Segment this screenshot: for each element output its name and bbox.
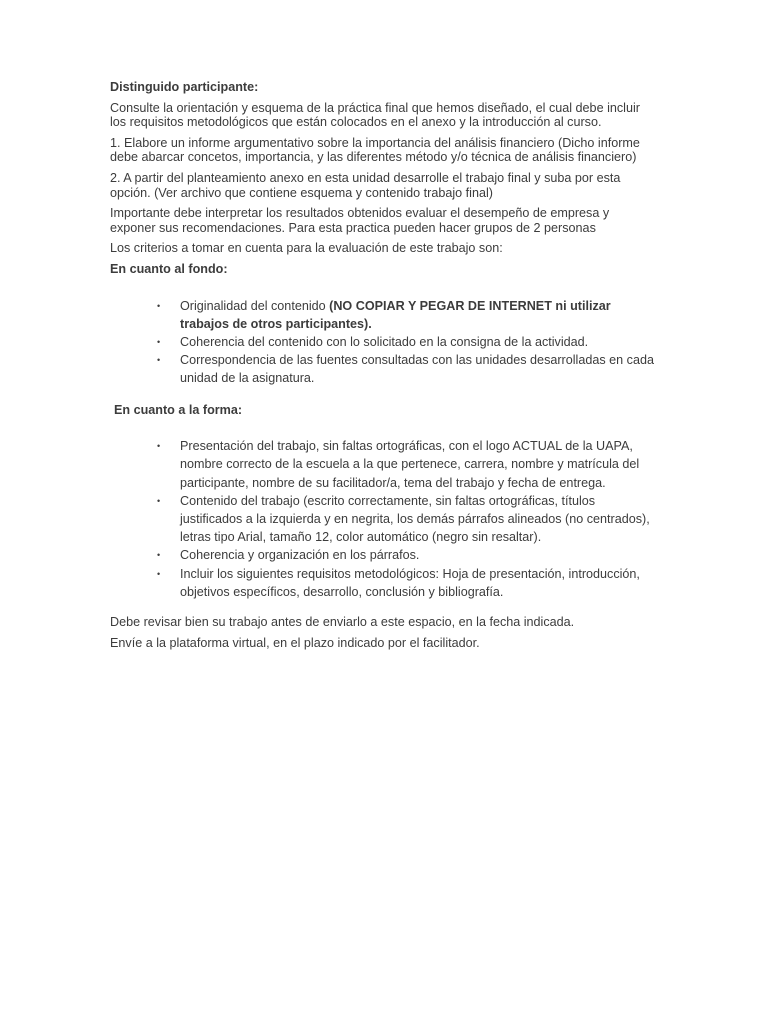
list-item	[157, 492, 658, 547]
closing-paragraph-1: Debe revisar bien su trabajo antes de enviarlo a este espacio, en la fecha indicada.	[110, 614, 575, 629]
list-item	[157, 437, 658, 492]
list-item-text: Coherencia del contenido con lo solicitado en la consigna de la actividad.	[180, 334, 589, 349]
list-item-text: Correspondencia de las fuentes consultadas con las unidades desarrolladas en cada unidad de la asignatura.	[180, 353, 654, 386]
bullet-icon: •	[157, 336, 161, 347]
instruction-item-1: 1. Elabore un informe argumentativo sobre la importancia del análisis financiero (Dicho informe debe abarcar concetos, importancia, y las diferentes método y/o técnica de análisis financiero)	[110, 135, 640, 165]
intro-paragraph: Consulte la orientación y esquema de la práctica final que hemos diseñado, el cual debe incluir los requisitos metodológicos que están colocados en el anexo y la introducción al curso.	[110, 100, 640, 130]
fondo-heading: En cuanto al fondo:	[110, 261, 228, 276]
list-item	[157, 565, 658, 601]
list-item-text: Originalidad del contenido	[180, 298, 330, 313]
forma-heading: En cuanto a la forma:	[114, 402, 243, 417]
document-page	[110, 80, 658, 656]
closing-paragraph-2: Envíe a la plataforma virtual, en el plazo indicado por el facilitador.	[110, 635, 480, 650]
list-item-text: Incluir los siguientes requisitos metodológicos: Hoja de presentación, introducción, objetivos específicos, desarrollo, conclusión y bibliografía.	[180, 566, 640, 599]
list-item-emphasis: (NO COPIAR Y PEGAR DE INTERNET ni utilizar trabajos de otros participantes).	[180, 298, 611, 331]
important-paragraph: Importante debe interpretar los resultados obtenidos evaluar el desempeño de empresa y exponer sus recomendaciones. Para esta practica pueden hacer grupos de 2 personas	[110, 206, 610, 235]
forma-list	[110, 437, 658, 601]
greeting-heading: Distinguido participante:	[110, 80, 259, 94]
bullet-icon: •	[157, 568, 161, 579]
list-item-text: Coherencia y organización en los párrafos.	[180, 548, 420, 563]
list-item	[157, 333, 658, 351]
list-item-text: Presentación del trabajo, sin faltas ortográficas, con el logo ACTUAL de la UAPA, nombre correcto de la escuela a la que pertenece, carrera, nombre y matrícula del participante, nombre de su facilitador/a, tema del trabajo y fecha de entrega.	[180, 439, 640, 490]
list-item	[157, 351, 658, 387]
bullet-icon: •	[157, 550, 161, 561]
list-item	[157, 297, 658, 333]
bullet-icon: •	[157, 355, 161, 366]
list-item	[157, 546, 658, 564]
fondo-list	[110, 297, 658, 388]
bullet-icon: •	[157, 300, 161, 311]
list-item-text: Contenido del trabajo (escrito correctamente, sin faltas ortográficas, títulos justificados a la izquierda y en negrita, los demás párrafos alineados (no centrados), letras tipo Arial, tamaño 12, color automático (negro sin resaltar).	[180, 493, 650, 545]
instruction-item-2: 2. A partir del planteamiento anexo en esta unidad desarrolle el trabajo final y suba por esta opción. (Ver archivo que contiene esquema y contenido trabajo final)	[110, 170, 621, 200]
bullet-icon: •	[157, 495, 161, 506]
criteria-paragraph: Los criterios a tomar en cuenta para la evaluación de este trabajo son:	[110, 241, 503, 256]
bullet-icon: •	[157, 441, 161, 452]
